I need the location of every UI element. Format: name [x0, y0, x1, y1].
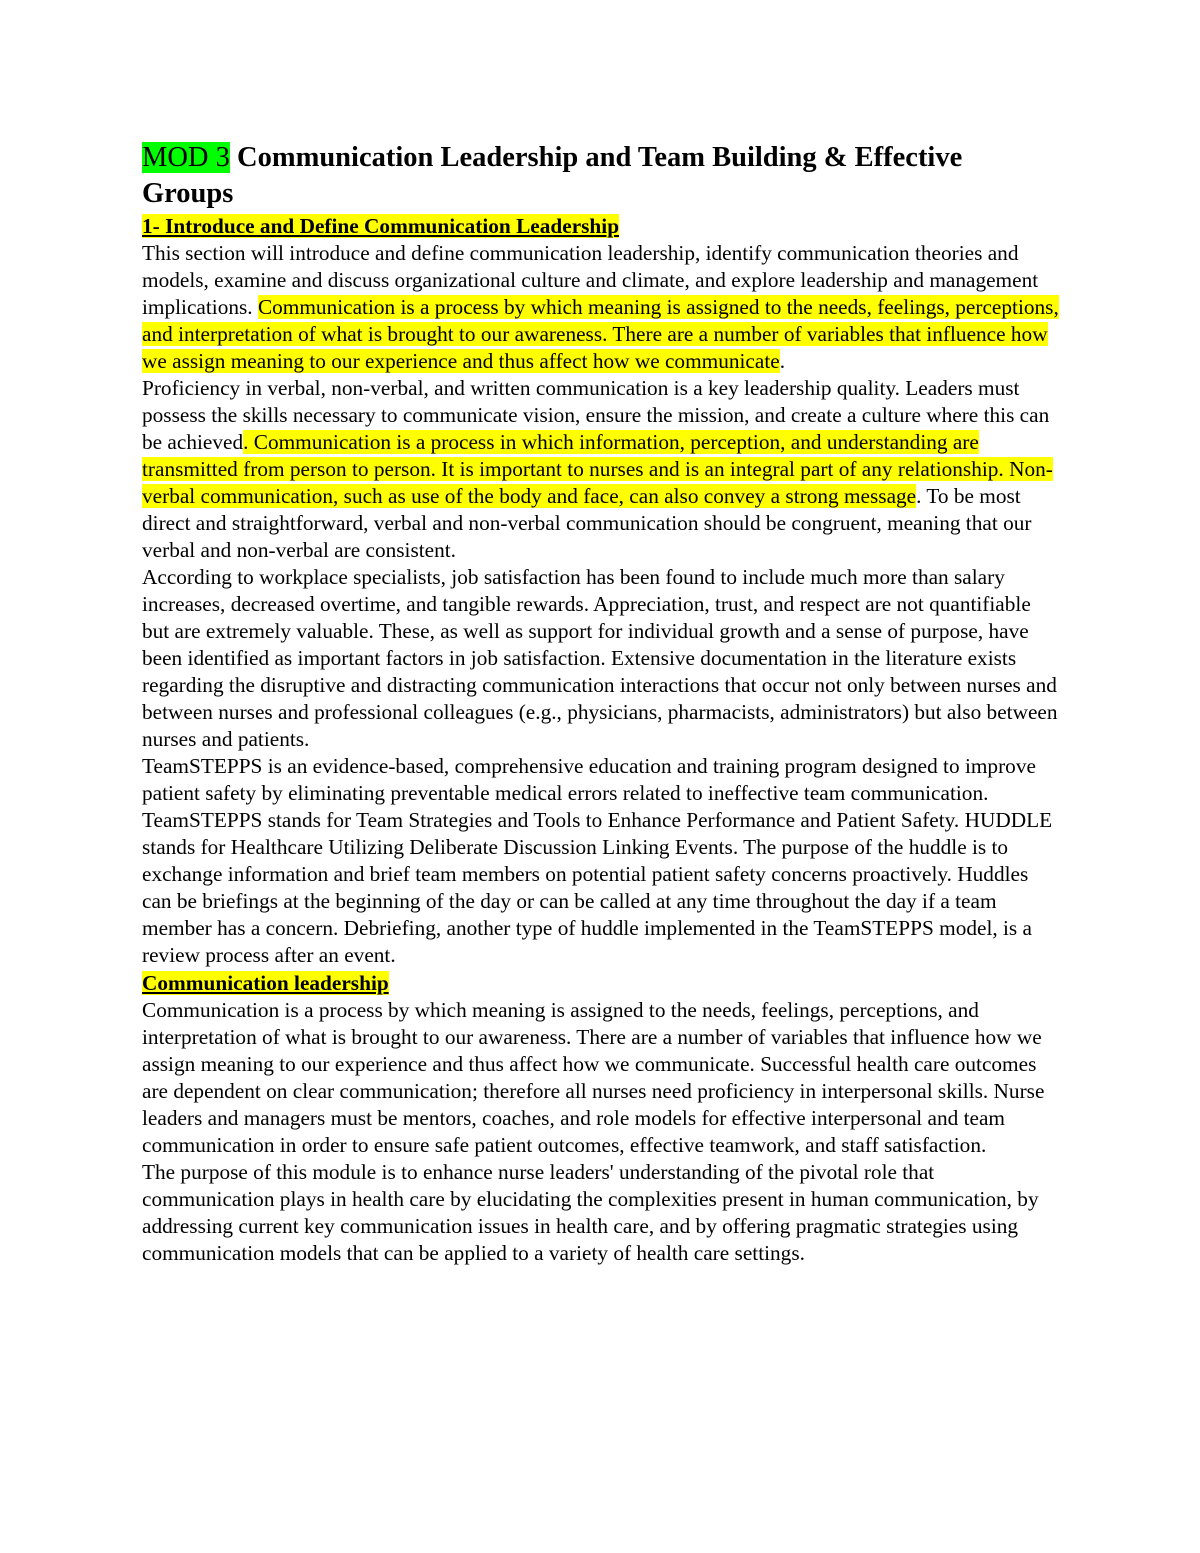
paragraph-proficiency-highlight: . Communication is a process in which information, perception, and understanding are transmitted from person to person. It is important to nurses and is an integral part of any relationship. Non-verbal communication, such as use of the body and face, can also convey a strong message: [142, 430, 1053, 508]
paragraph-proficiency-plain: Proficiency in verbal, non-verbal, and written communication is a key leadership quality. Leaders must possess the skills necessary to communicate vision, ensure the mission, and create a culture where this can be achieved: [142, 376, 1050, 454]
paragraph-module-purpose: The purpose of this module is to enhance nurse leaders' understanding of the pivotal role that communication plays in health care by elucidating the complexities present in human communication, by addressing current key communication issues in health care, and by offering pragmatic strategies using communication models that can be applied to a variety of health care settings.: [142, 1160, 1039, 1265]
module-tag: MOD 3: [142, 142, 230, 173]
paragraph-job-satisfaction: According to workplace specialists, job satisfaction has been found to include much more than salary increases, decreased overtime, and tangible rewards. Appreciation, trust, and respect are not quantifiable but are extremely valuable. These, as well as support for individual growth and a sense of purpose, have been identified as important factors in job satisfaction. Extensive documentation in the literature exists regarding the disruptive and distracting communication interactions that occur not only between nurses and between nurses and professional colleagues (e.g., physicians, pharmacists, administrators) but also between nurses and patients.: [142, 565, 1058, 751]
paragraph-teamstepps: TeamSTEPPS is an evidence-based, comprehensive education and training program designed to improve patient safety by eliminating preventable medical errors related to ineffective team communication. TeamSTEPPS stands for Team Strategies and Tools to Enhance Performance and Patient Safety. HUDDLE stands for Healthcare Utilizing Deliberate Discussion Linking Events. The purpose of the huddle is to exchange information and brief team members on potential patient safety concerns proactively. Huddles can be briefings at the beginning of the day or can be called at any time throughout the day if a team member has a concern. Debriefing, another type of huddle implemented in the TeamSTEPPS model, is a review process after an event.: [142, 754, 1053, 967]
paragraph-communication-process: Communication is a process by which meaning is assigned to the needs, feelings, perceptions, and interpretation of what is brought to our awareness. There are a number of variables that influence how we assign meaning to our experience and thus affect how we communicate. Successful health care outcomes are dependent on clear communication; therefore all nurses need proficiency in interpersonal skills. Nurse leaders and managers must be mentors, coaches, and role models for effective interpersonal and team communication in order to ensure safe patient outcomes, effective teamwork, and staff satisfaction.: [142, 998, 1045, 1157]
section-heading-intro: [142, 213, 1060, 240]
paragraph-proficiency: [142, 375, 1060, 564]
document-page: [142, 140, 1060, 1267]
paragraph-intro-highlight: Communication is a process by which meaning is assigned to the needs, feelings, perceptions, and interpretation of what is brought to our awareness. There are a number of variables that influence how we assign meaning to our experience and thus affect how we communicate: [142, 295, 1059, 373]
document-title: [142, 140, 1060, 212]
paragraph-proficiency-end: . To be most direct and straightforward, verbal and non-verbal communication should be congruent, meaning that our verbal and non-verbal are consistent.: [142, 484, 1032, 562]
paragraph-intro-plain: This section will introduce and define communication leadership, identify communication theories and models, examine and discuss organizational culture and climate, and explore leadership and management implications.: [142, 241, 1039, 319]
section-heading-communication-leadership: [142, 970, 1060, 997]
section-heading-intro-text: 1- Introduce and Define Communication Leadership: [142, 214, 620, 238]
section-heading-communication-leadership-text: Communication leadership: [142, 971, 389, 995]
paragraph-intro-end: .: [779, 349, 786, 373]
paragraph-intro: [142, 240, 1060, 375]
title-text: Communication Leadership and Team Building & Effective Groups: [142, 142, 963, 209]
